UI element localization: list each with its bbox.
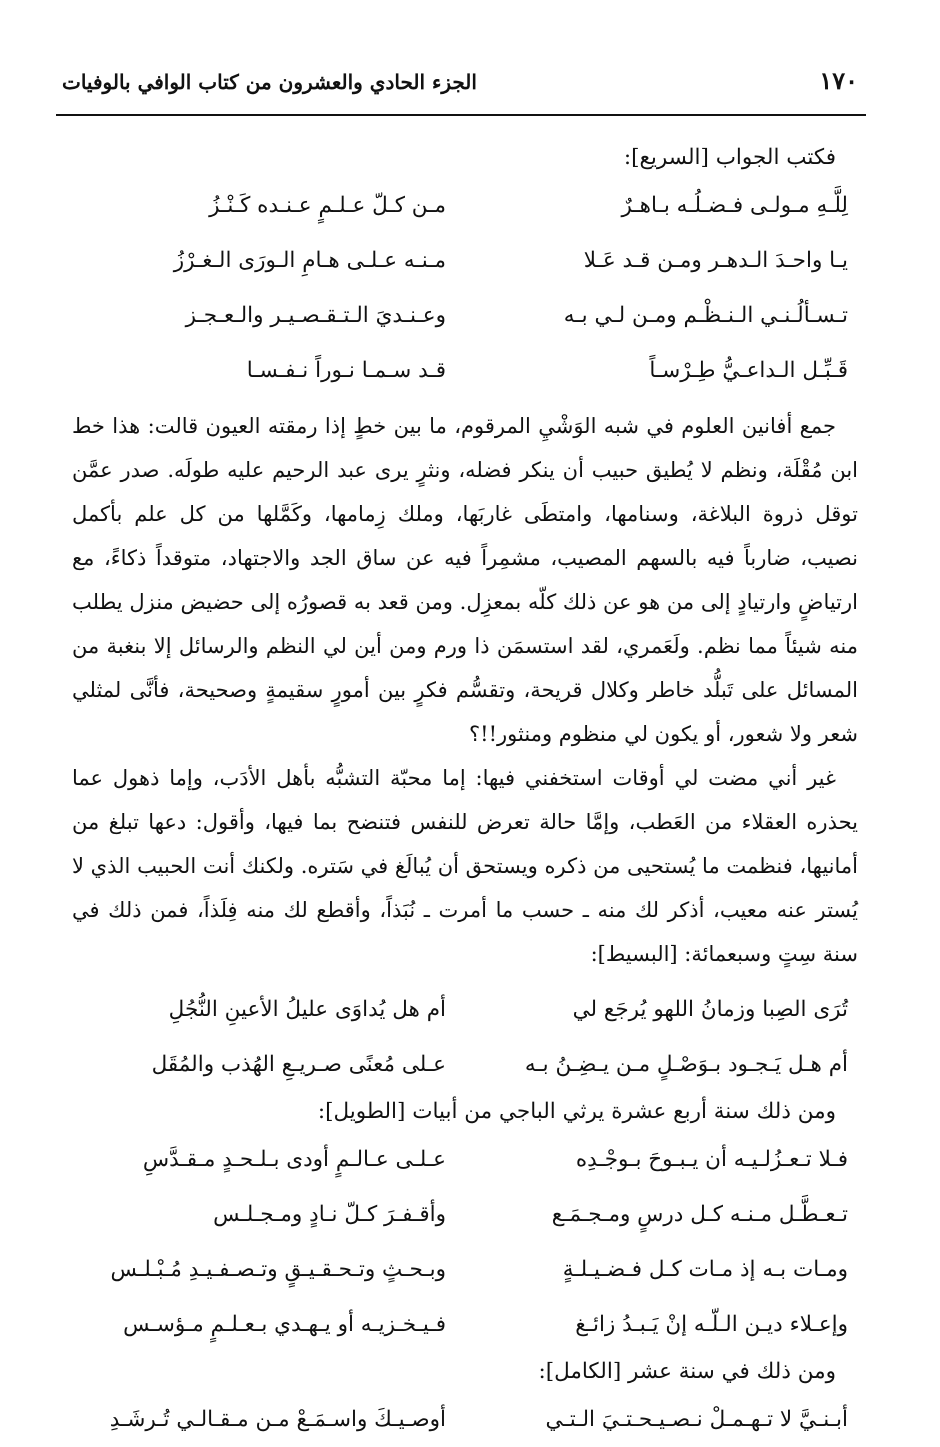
verse-line [72, 288, 858, 343]
first-hemistich: فـلا تـعـزُلـيـه أن يـبـوحَ بـوجْـدِه [575, 1147, 848, 1172]
first-hemistich: قَـبِّـل الـداعـيُّ طِـرْسـاً [649, 358, 848, 383]
verse-line [72, 1392, 858, 1447]
verse-line [72, 1242, 858, 1297]
first-hemistich: تـعـطَّـل مـنـه كـل درسٍ ومـجـمَـع [551, 1202, 848, 1227]
first-hemistich: ومـات بـه إذ مـات كـل فـضـيـلـةٍ [562, 1257, 848, 1282]
verse-intro: ومن ذلك في سنة عشر [الكامل]: [538, 1359, 836, 1384]
verse-line [72, 1187, 858, 1242]
verse-line [72, 233, 858, 288]
second-hemistich: وأقـفـرَ كـلّ نـادٍ ومـجـلـس [213, 1202, 446, 1227]
header-rule [56, 114, 866, 116]
first-hemistich: أم هـل يَـجـود بـوَصْـلٍ مـن يـضِـنُ بـه [524, 1052, 848, 1077]
second-hemistich: وعـنـديَ الـتـقـصـيـر والـعـجـز [185, 303, 446, 328]
running-title: الجزء الحادي والعشرون من كتاب الوافي بالوفيات [62, 70, 477, 94]
verse-intro: ومن ذلك سنة أربع عشرة يرثي الباجي من أبيات [الطويل]: [317, 1099, 836, 1124]
first-hemistich: تُرَى الصِبا وزمانُ اللهو يُرجَع لي [572, 997, 848, 1022]
second-hemistich: وبـحـثٍ وتـحـقـيـقٍ وتـصـفـيـدِ مُـبْـلـس [110, 1257, 446, 1282]
second-hemistich: مـن كـلّ عـلـمٍ عـنـده كَـنْـزُ [209, 193, 446, 218]
second-hemistich: مـنـه عـلـى هـامِ الـورَى الـغـرْزُ [173, 248, 446, 273]
page-header [56, 62, 866, 108]
second-hemistich: عـلـى عـالـمٍ أودى بـلـحـدٍ مـقـدَّسِ [142, 1147, 446, 1172]
second-hemistich: أوصـيـكَ واسـمَـعْ مـن مـقـالـي تُـرشَـدِ [109, 1407, 446, 1432]
poem-block [72, 982, 858, 1092]
poem-block [72, 1132, 858, 1352]
verse-line [72, 982, 858, 1037]
first-hemistich: وإعـلاء ديـن الـلّـه إنْ يَـبـدُ زائـغ [575, 1312, 848, 1337]
verse-line [72, 1132, 858, 1187]
first-hemistich: يـا واحـدَ الـدهـر ومـن قـد عَـلا [583, 248, 848, 273]
verse-line [72, 343, 858, 398]
second-hemistich: فـيـخـزيـه أو يـهـدي بـعـلـمٍ مـؤسـس [123, 1312, 446, 1337]
poem-block [72, 178, 858, 398]
second-hemistich: قـد سـمـا نـوراً نـفـسـا [246, 358, 446, 383]
verse-line [72, 1037, 858, 1092]
second-hemistich: أم هل يُداوَى عليلُ الأعينِ النُّجُلِ [168, 997, 446, 1022]
first-hemistich: لِلَّـهِ مـولـى فـضـلُـه بـاهـرٌ [621, 193, 848, 218]
verse-line [72, 1297, 858, 1352]
second-hemistich: عـلى مُعنًى صـريـعِ الهُذب والمُقَل [151, 1052, 446, 1077]
first-hemistich: تـسـألُـنـي الـنـظْـم ومـن لـي بـه [563, 303, 848, 328]
page-number: ١٧٠ [819, 66, 858, 95]
prose-paragraph: غير أني مضت لي أوقات استخفني فيها: إما محبّة التشبُّه بأهل الأدَب، وإما ذهول عما يحذره العقلاء من العَطب، وإمَّا حالة تعرض للنفس فتنضح بما فيها، وأقول: دعها تبلغ من أمانيها، فنظمت ما يُستحيى من ذكره ويستحق أن يُبالَغ في سَتره. ولكنك أنت الحبيب الذي لا يُستر عنه معيب، أذكر لك منه ـ حسب ما أمرت ـ نُبَذاً، وأقطع لك منه فِلَذاً، فمن ذلك في سنة سِتٍ وسبعمائة: [البسيط]: [72, 766, 858, 966]
verse-line [72, 178, 858, 233]
page-content [72, 138, 858, 1447]
prose-paragraph: جمع أفانين العلوم في شبه الوَشْيِ المرقوم، ما بين خطٍ إذا رمقته العيون قالت: هذا خط ابن مُقْلَة، ونظم لا يُطيق حبيب أن ينكر فضله، ونثرٍ يرى عبد الرحيم عليه طولَه. صدر عمَّن توقل ذروة البلاغة، وسنامها، وامتطَى غاربَها، وملك زِمامها، وكَمَّلها من كل علم بأكمل نصيب، ضارباً فيه بالسهم المصيب، مشمِراً فيه عن ساق الجد والاجتهاد، متوقداً ذكاءً، مع ارتياضٍ وارتيادٍ إلى من هو عن ذلك كلّه بمعزِل. ومن قعد به قصورُه إلى حضيض منزل يطلب منه شيئاً مما نظم. ولَعَمري، لقد استسمَن ذا ورم ومن أين لي النظم والرسائل إلا بنغبة من المسائل على تَبلُّد خاطر وكلال قريحة، وتقسُّم فكرٍ بين أمورٍ سقيمةٍ وصحيحة، فأنَّى لمثلي شعر ولا شعور، أو يكون لي منظوم ومنثور!!؟ [72, 414, 858, 746]
first-hemistich: أبـنـيَّ لا تـهـمـلْ نـصـيـحـتـيَ الـتـي [545, 1407, 848, 1432]
verse-intro: فكتب الجواب [السريع]: [623, 145, 836, 170]
poem-block [72, 1392, 858, 1447]
